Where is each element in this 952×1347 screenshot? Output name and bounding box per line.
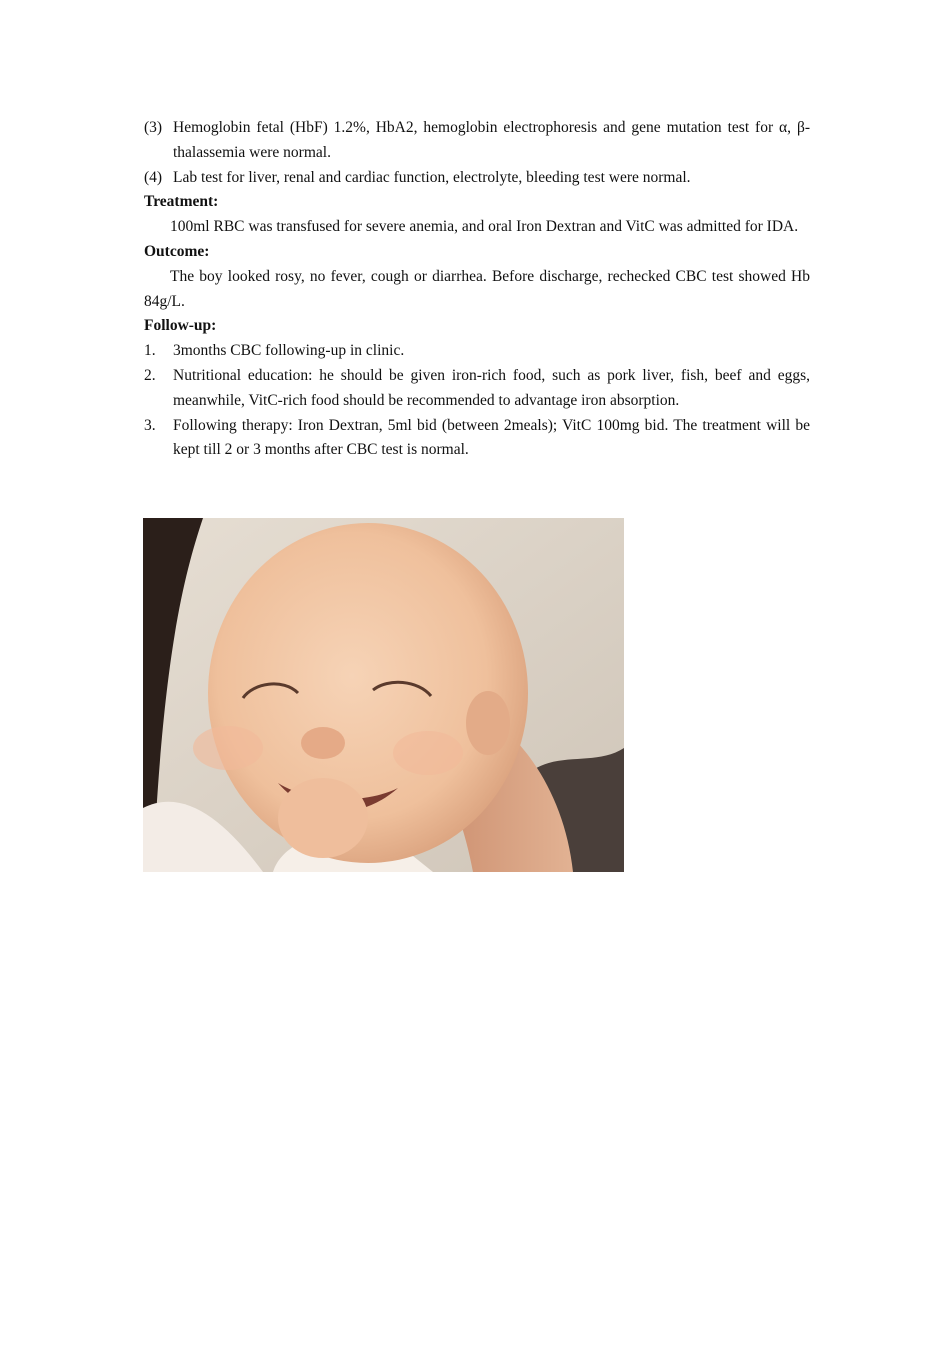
right-cheek <box>393 731 463 775</box>
treatment-heading: Treatment: <box>144 193 219 211</box>
list-marker: (4) <box>144 168 163 186</box>
followup-item-text: 3months CBC following-up in clinic. <box>173 342 405 360</box>
list-marker: 1. <box>144 342 156 360</box>
baby-nose <box>301 727 345 759</box>
left-cheek <box>193 726 263 770</box>
lab-result-text: Hemoglobin fetal (HbF) 1.2%, HbA2, hemoglobin electrophoresis and gene mutation test for α, β-thalassemia were normal. <box>173 119 810 161</box>
baby-illustration <box>143 518 624 872</box>
followup-item-text: Following therapy: Iron Dextran, 5ml bid (between 2meals); VitC 100mg bid. The treatment will be kept till 2 or 3 months after CBC test is normal. <box>173 416 810 459</box>
followup-item-2 <box>144 364 810 414</box>
baby-hand <box>278 778 368 858</box>
list-marker: 2. <box>144 366 156 384</box>
lab-result-4 <box>144 166 810 191</box>
list-marker: 3. <box>144 416 156 434</box>
followup-item-1 <box>144 339 810 364</box>
lab-result-3 <box>144 116 810 166</box>
treatment-text: 100ml RBC was transfused for severe anemia, and oral Iron Dextran and VitC was admitted for IDA. <box>170 218 799 236</box>
document-body <box>144 116 810 463</box>
baby-photo <box>143 518 624 872</box>
followup-item-3 <box>144 414 810 464</box>
baby-ear <box>466 691 510 755</box>
followup-heading: Follow-up: <box>144 317 217 335</box>
lab-result-text: Lab test for liver, renal and cardiac function, electrolyte, bleeding test were normal. <box>173 168 691 186</box>
outcome-text: The boy looked rosy, no fever, cough or diarrhea. Before discharge, rechecked CBC test showed Hb 84g/L. <box>144 267 810 310</box>
outcome-heading: Outcome: <box>144 242 210 260</box>
list-marker: (3) <box>144 119 163 136</box>
baby-face <box>208 523 528 863</box>
followup-item-text: Nutritional education: he should be given iron-rich food, such as pork liver, fish, beef and eggs, meanwhile, VitC-rich food should be recommended to advantage iron absorption. <box>173 366 810 409</box>
